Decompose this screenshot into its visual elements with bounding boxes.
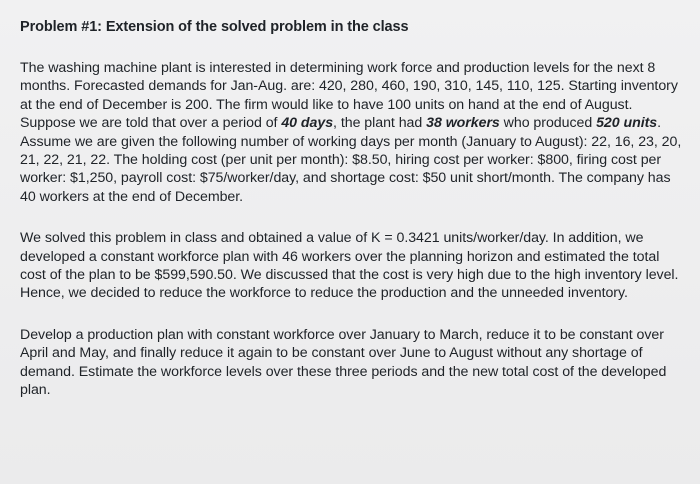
days-emphasis: 40 days: [281, 115, 334, 132]
description-text-d: . Assume we are given the following number of working days per month (January to August): 22, 16, 23, 20, 21, 22, 21, 22. The holding cost (per unit per month): $8.50, hiring cost per worker: $800, firing cost per worker: $1,250, payroll cost: $75/worker/day, and shortage cost: $50 unit short/month. The company has 40 workers at the end of December.: [20, 115, 682, 205]
problem-title: Problem #1: Extension of the solved problem in the class: [20, 19, 409, 35]
class-solution-paragraph: We solved this problem in class and obtained a value of K = 0.3421 units/worker/day. In addition, we developed a constant workforce plan with 46 workers over the planning horizon and estimated the total cost of the plan to be $599,590.50. We discussed that the cost is very high due to the high inventory level. Hence, we decided to reduce the workforce to reduce the production and the unneeded inventory.: [20, 230, 679, 302]
description-text-a: The washing machine plant is interested in determining work force and production levels for the next 8 months. Forecasted demands for Jan-Aug. are: 420, 280, 460, 190, 310, 145, 110, 125. Starting inventory at the end of December is 200. The firm would like to have 100 units on hand at the end of August. Suppose we are told that over a period of: [20, 60, 678, 132]
problem-description-paragraph: [20, 59, 682, 206]
description-text-c: who produced: [499, 115, 597, 132]
workers-emphasis: 38 workers: [426, 115, 500, 132]
task-paragraph: Develop a production plan with constant workforce over January to March, reduce it to be constant over April and May, and finally reduce it again to be constant over June to August without any shortage of demand. Estimate the workforce levels over these three periods and the new total cost of the developed plan.: [20, 326, 667, 399]
units-emphasis: 520 units: [596, 115, 658, 132]
description-text-b: , the plant had: [333, 115, 427, 132]
